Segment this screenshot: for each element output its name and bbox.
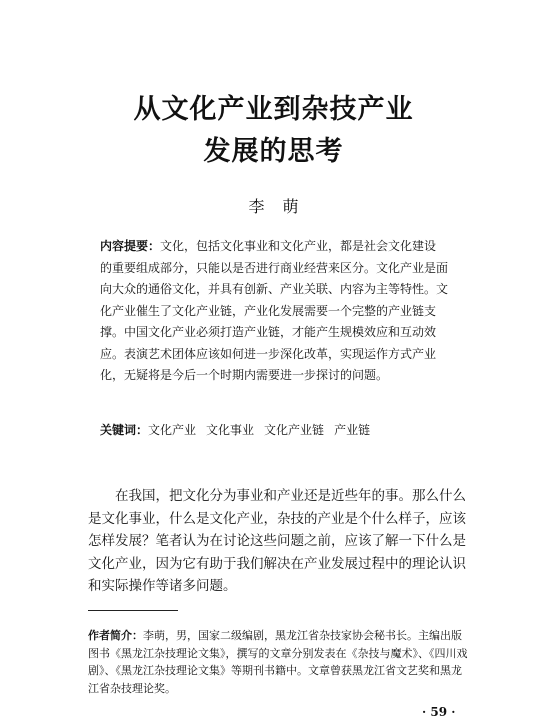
- author-footnote: [88, 627, 472, 697]
- keyword: 文化产业链: [264, 423, 325, 437]
- article-title-line-2: 发展的思考: [203, 136, 344, 167]
- keyword: 产业链: [334, 423, 371, 437]
- keywords-block: [100, 421, 460, 439]
- keyword: 文化事业: [206, 423, 255, 437]
- footnote-label: 作者简介：: [88, 629, 143, 642]
- keywords-label: 关键词：: [100, 423, 149, 437]
- footnote-divider: [88, 610, 178, 611]
- abstract-text: 文化，包括文化事业和文化产业，都是社会文化建设的重要组成部分，只能以是否进行商业经营来区分。文化产业是面向大众的通俗文化，并具有创新、产业关联、内容为主等特性。文化产业催生了文化产业链，产业化发展需要一个完整的产业链支撑。中国文化产业必须打造产业链，才能产生规模效应和互动效应。表演艺术团体应该如何进一步深化改革，实现运作方式产业化，无疑将是今后一个时期内需要进一步探讨的问题。: [100, 239, 449, 382]
- author-name: 李萌: [248, 197, 317, 216]
- footnote-text: 李萌，男，国家二级编剧，黑龙江省杂技家协会秘书长。主编出版图书《黑龙江杂技理论文集》，撰写的文章分别发表在《杂技与魔术》、《四川戏剧》、《黑龙江杂技理论文集》等期刊书籍中。文章曾获黑龙江省文艺奖和黑龙江省杂技理论奖。: [88, 629, 468, 695]
- body-paragraph: 在我国，把文化分为事业和产业还是近些年的事。那么什么是文化事业，什么是文化产业，杂技的产业是个什么样子，应该怎样发展？笔者认为在讨论这些问题之前，应该了解一下什么是文化产业，因为它有助于我们解决在产业发展过程中的理论认识和实际操作等诸多问题。: [88, 488, 466, 594]
- abstract-label: 内容提要：: [100, 239, 161, 253]
- abstract-block: [100, 236, 448, 387]
- page-number: · 59 ·: [422, 705, 456, 719]
- keyword: 文化产业: [148, 423, 197, 437]
- article-title-line-1: 从文化产业到杂技产业: [133, 94, 414, 125]
